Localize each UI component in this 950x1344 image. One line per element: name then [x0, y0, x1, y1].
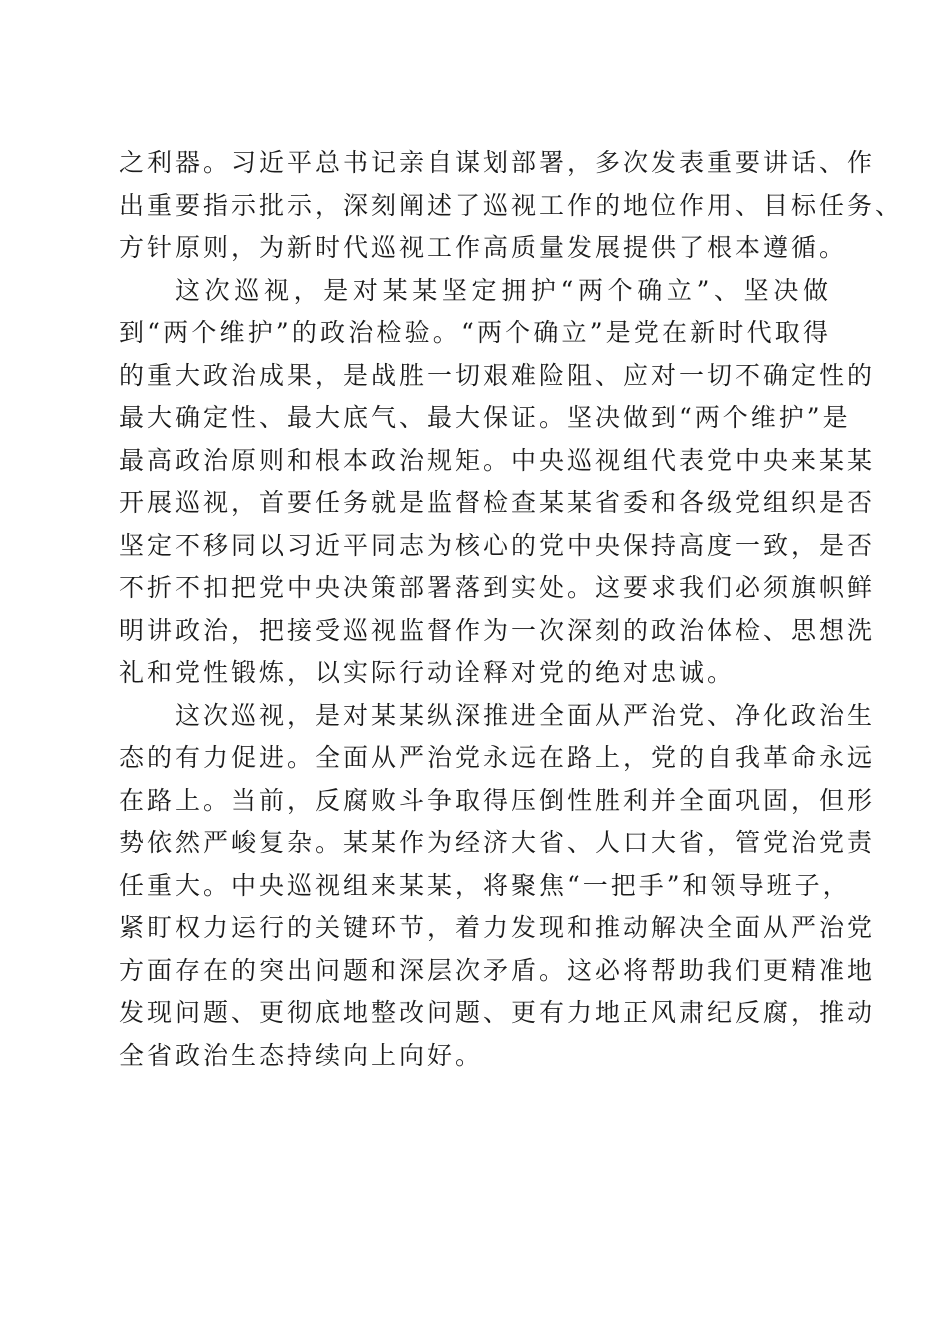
paragraph-line: 任重大。中央巡视组来某某，将聚焦“一把手”和领导班子，: [119, 870, 851, 900]
paragraph-line: 紧盯权力运行的关键环节，着力发现和推动解决全面从严治党: [119, 913, 876, 942]
paragraph-line: 方面存在的突出问题和深层次矛盾。这必将帮助我们更精准地: [119, 955, 876, 985]
paragraph-1: [119, 142, 904, 270]
paragraph-line: 到“两个维护”的政治检验。“两个确立”是党在新时代取得: [119, 318, 831, 347]
paragraph-3: [119, 695, 876, 1078]
paragraph-line: 开展巡视，首要任务就是监督检查某某省委和各级党组织是否: [119, 488, 876, 517]
paragraph-line: 明讲政治，把接受巡视监督作为一次深刻的政治体检、思想洗: [119, 615, 876, 645]
paragraph-line: 方针原则，为新时代巡视工作高质量发展提供了根本遵循。: [119, 233, 848, 262]
document-body: [119, 142, 904, 1077]
paragraph-line: 这次巡视，是对某某坚定拥护“两个确立”、坚决做: [175, 275, 831, 305]
paragraph-2: [119, 270, 876, 695]
paragraph-line: 的重大政治成果，是战胜一切艰难险阻、应对一切不确定性的: [119, 360, 876, 390]
paragraph-line: 态的有力促进。全面从严治党永远在路上，党的自我革命永远: [119, 743, 876, 772]
paragraph-line: 全省政治生态持续向上向好。: [119, 1040, 484, 1070]
paragraph-line: 发现问题、更彻底地整改问题、更有力地正风肃纪反腐，推动: [119, 998, 876, 1027]
paragraph-line: 最高政治原则和根本政治规矩。中央巡视组代表党中央来某某: [119, 445, 876, 475]
paragraph-line: 坚定不移同以习近平同志为核心的党中央保持高度一致，是否: [119, 530, 876, 560]
paragraph-line: 之利器。习近平总书记亲自谋划部署，多次发表重要讲话、作: [119, 148, 876, 177]
paragraph-line: 势依然严峻复杂。某某作为经济大省、人口大省，管党治党责: [119, 828, 876, 857]
paragraph-line: 礼和党性锻炼，以实际行动诠释对党的绝对忠诚。: [119, 658, 736, 687]
paragraph-line: 这次巡视，是对某某纵深推进全面从严治党、净化政治生: [175, 700, 876, 730]
paragraph-line: 最大确定性、最大底气、最大保证。坚决做到“两个维护”是: [119, 403, 851, 432]
paragraph-line: 在路上。当前，反腐败斗争取得压倒性胜利并全面巩固，但形: [119, 785, 876, 815]
paragraph-line: 出重要指示批示，深刻阐述了巡视工作的地位作用、目标任务、: [119, 190, 904, 220]
paragraph-line: 不折不扣把党中央决策部署落到实处。这要求我们必须旗帜鲜: [119, 573, 876, 602]
